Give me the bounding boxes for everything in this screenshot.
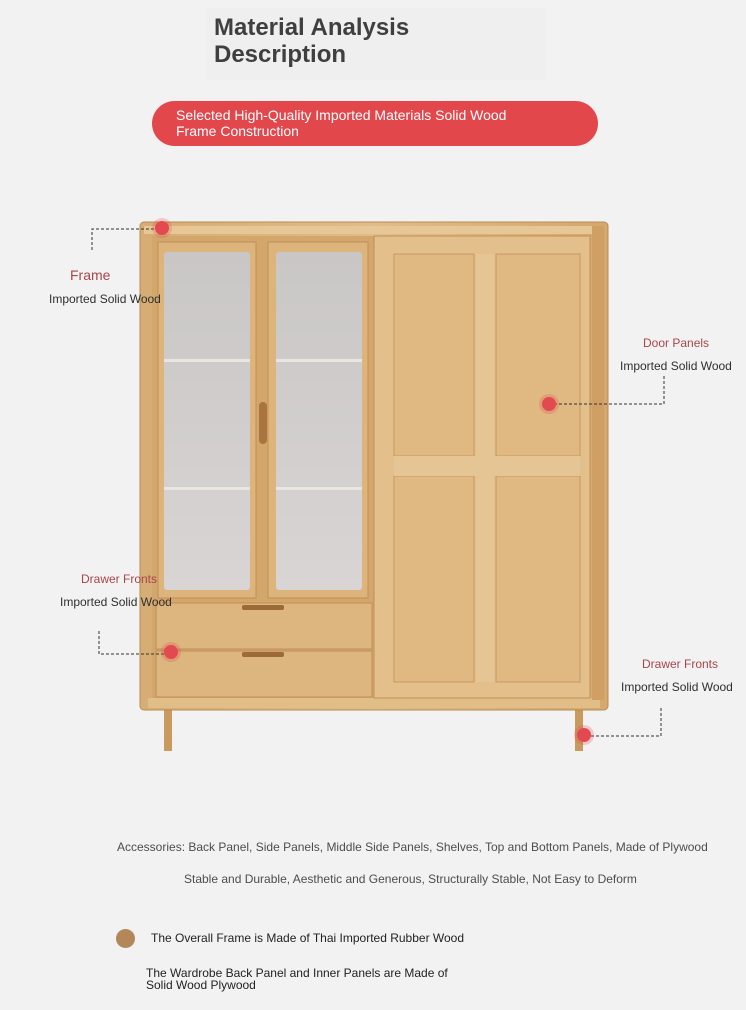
shelf-line xyxy=(276,359,362,362)
callout-drawer-right-subtitle: Imported Solid Wood xyxy=(621,680,733,694)
top-rail xyxy=(144,226,604,234)
drawer-lower xyxy=(156,651,372,697)
sliding-door-panel-tl xyxy=(394,254,474,456)
bullet-dot xyxy=(116,929,135,948)
bullet-item2-line2: Solid Wood Plywood xyxy=(146,978,256,992)
sliding-door-panel-bl xyxy=(394,476,474,682)
bullet-item2-line1: The Wardrobe Back Panel and Inner Panels are Made of xyxy=(146,966,448,980)
right-side-panel xyxy=(592,226,604,700)
hotspot-frame[interactable] xyxy=(155,221,169,235)
base-rail xyxy=(148,698,600,708)
accessories-line2: Stable and Durable, Aesthetic and Generous, Structurally Stable, Not Easy to Deform xyxy=(184,872,637,886)
hotspot-drawer-fronts-left[interactable] xyxy=(164,645,178,659)
callout-door-panels-subtitle: Imported Solid Wood xyxy=(620,359,732,373)
leader-drawer-right xyxy=(590,708,661,736)
sliding-door-rail xyxy=(394,456,580,476)
hotspot-drawer-fronts-right[interactable] xyxy=(577,728,591,742)
banner-line2: Frame Construction xyxy=(176,123,299,139)
glass-panel-right xyxy=(276,252,362,590)
callout-drawer-left-title: Drawer Fronts xyxy=(81,572,158,586)
callout-frame-subtitle: Imported Solid Wood xyxy=(49,292,161,306)
shelf-line xyxy=(164,359,250,362)
page-title-line1: Material Analysis xyxy=(214,14,410,41)
callout-drawer-right-title: Drawer Fronts xyxy=(642,657,719,671)
hotspot-door-panels[interactable] xyxy=(542,397,556,411)
sliding-door-panel-tr xyxy=(496,254,580,456)
glass-panel-left xyxy=(164,252,250,590)
drawer-pull xyxy=(242,652,284,657)
page-title-line2: Description xyxy=(214,41,347,68)
shelf-line xyxy=(276,487,362,490)
callout-frame-title: Frame xyxy=(70,267,111,283)
callout-door-panels-title: Door Panels xyxy=(643,336,710,350)
banner-line1: Selected High-Quality Imported Materials Solid Wood xyxy=(176,107,507,123)
door-handle xyxy=(259,402,267,444)
callout-drawer-left-subtitle: Imported Solid Wood xyxy=(60,595,172,609)
bullet-item1: The Overall Frame is Made of Thai Imported Rubber Wood xyxy=(151,931,465,945)
drawer-pull xyxy=(242,605,284,610)
sliding-door-panel-br xyxy=(496,476,580,682)
leg-left xyxy=(164,705,172,751)
bullet-item2 xyxy=(146,967,448,991)
shelf-line xyxy=(164,487,250,490)
accessories-line1: Accessories: Back Panel, Side Panels, Middle Side Panels, Shelves, Top and Bottom Panels, Made of Plywood xyxy=(117,840,708,854)
